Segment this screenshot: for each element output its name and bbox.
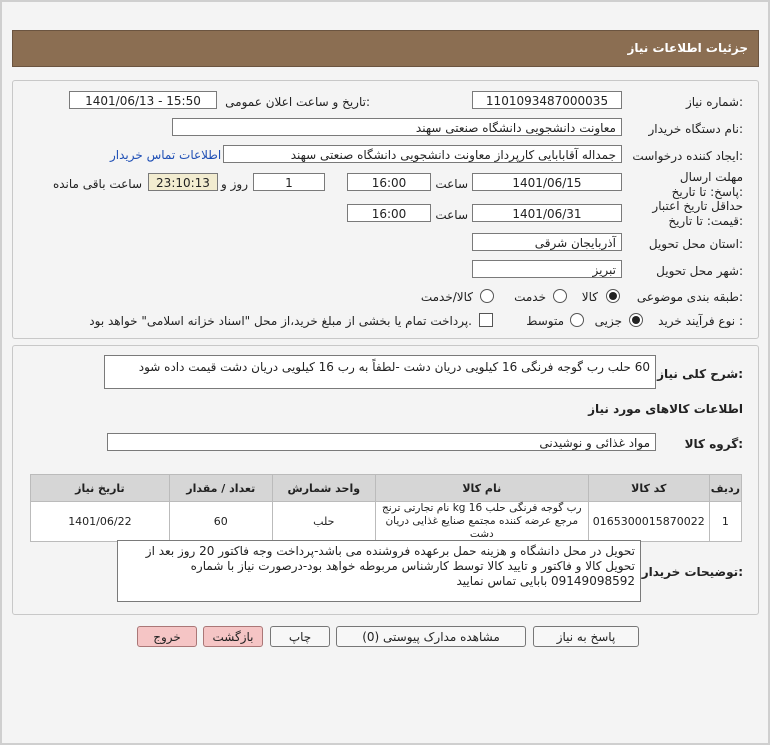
need-number-field: 1101093487000035 bbox=[472, 91, 622, 109]
buyer-org-label: نام دستگاه خریدار: bbox=[648, 122, 743, 136]
category-label: طبقه بندی موضوعی: bbox=[636, 290, 743, 304]
goods-section-title: اطلاعات کالاهای مورد نیاز bbox=[588, 402, 743, 416]
category-option-service: خدمت bbox=[514, 290, 546, 304]
print-button[interactable]: چاپ bbox=[270, 626, 330, 647]
days-label: روز و bbox=[221, 177, 248, 191]
cell-code: 0165300015870022 bbox=[588, 502, 709, 542]
col-name: نام کالا bbox=[375, 475, 588, 502]
validity-label: حداقل تاریخ اعتبار قیمت: تا تاریخ: bbox=[652, 199, 743, 228]
process-option-minor: جزیی bbox=[594, 314, 622, 328]
col-qty: تعداد / مقدار bbox=[169, 475, 272, 502]
treasury-payment-checkbox[interactable] bbox=[479, 313, 493, 327]
col-code: کد کالا bbox=[588, 475, 709, 502]
remaining-time-field: 23:10:13 bbox=[148, 173, 218, 191]
cell-unit: حلب bbox=[272, 502, 375, 542]
col-unit: واحد شمارش bbox=[272, 475, 375, 502]
validity-time-field: 16:00 bbox=[347, 204, 431, 222]
process-label: نوع فرآیند خرید : bbox=[658, 314, 743, 328]
reply-time-field: 16:00 bbox=[347, 173, 431, 191]
validity-time-label: ساعت bbox=[435, 208, 468, 222]
process-option-medium: متوسط bbox=[526, 314, 564, 328]
days-field: 1 bbox=[253, 173, 325, 191]
buyer-notes-field: تحویل در محل دانشگاه و هزینه حمل برعهده فروشنده می باشد-پرداخت وجه فاکتور 20 روز بعد از تحویل کالا و فاکتور و تایید کالا توسط کارشناس مربوطه خواهد بود-درصورت نیاز با شماره 09149098592 بابایی تماس نمایید bbox=[117, 540, 641, 602]
category-radio-goods[interactable] bbox=[606, 289, 620, 303]
reply-date-field: 1401/06/15 bbox=[472, 173, 622, 191]
cell-qty: 60 bbox=[169, 502, 272, 542]
category-option-goods-service: کالا/خدمت bbox=[420, 290, 473, 304]
process-radio-minor[interactable] bbox=[629, 313, 643, 327]
province-label: استان محل تحویل: bbox=[648, 237, 743, 251]
reply-time-label: ساعت bbox=[435, 177, 468, 191]
page-header bbox=[12, 30, 759, 67]
cell-name: رب گوجه فرنگی حلب 16 kg نام تجارتی ترنج مرجع عرضه کننده مجتمع صنایع غذایی دریان دشت bbox=[375, 502, 588, 542]
process-radio-medium[interactable] bbox=[570, 313, 584, 327]
requester-label: ایجاد کننده درخواست: bbox=[632, 149, 743, 163]
city-field: تبریز bbox=[472, 260, 622, 278]
col-date: تاریخ نیاز bbox=[31, 475, 170, 502]
buyer-org-field: معاونت دانشجویی دانشگاه صنعتی سهند bbox=[172, 118, 622, 136]
treasury-payment-note: پرداخت تمام یا بخشی از مبلغ خرید،از محل "اسناد خزانه اسلامی" خواهد بود. bbox=[89, 314, 472, 328]
category-option-goods: کالا bbox=[581, 290, 598, 304]
cell-row: 1 bbox=[709, 502, 741, 542]
need-number-label: شماره نیاز: bbox=[685, 95, 743, 109]
category-radio-service[interactable] bbox=[553, 289, 567, 303]
table-row bbox=[31, 502, 742, 542]
city-label: شهر محل تحویل: bbox=[656, 264, 743, 278]
goods-table-header bbox=[31, 475, 742, 502]
summary-label: شرح کلی نیاز: bbox=[657, 367, 743, 381]
validity-date-field: 1401/06/31 bbox=[472, 204, 622, 222]
requester-field: جمداله آقابابایی کارپرداز معاونت دانشجویی دانشگاه صنعتی سهند bbox=[223, 145, 622, 163]
reply-deadline-label: مهلت ارسال پاسخ: تا تاریخ: bbox=[671, 170, 743, 199]
contact-info-link[interactable]: اطلاعات تماس خریدار bbox=[110, 148, 222, 162]
col-row: ردیف bbox=[709, 475, 741, 502]
reply-button[interactable]: پاسخ به نیاز bbox=[533, 626, 639, 647]
goods-group-field: مواد غذائی و نوشیدنی bbox=[107, 433, 656, 451]
summary-field: 60 حلب رب گوجه فرنگی 16 کیلویی دریان دشت -لطفاً به رب 16 کیلویی دریان دشت قیمت داده شود bbox=[104, 355, 656, 389]
attachments-button[interactable]: مشاهده مدارک پیوستی (0) bbox=[336, 626, 526, 647]
cell-date: 1401/06/22 bbox=[31, 502, 170, 542]
back-button[interactable]: بازگشت bbox=[203, 626, 263, 647]
announce-label: تاریخ و ساعت اعلان عمومی: bbox=[225, 95, 370, 109]
announce-field: 1401/06/13 - 15:50 bbox=[69, 91, 217, 109]
remaining-label: ساعت باقی مانده bbox=[52, 177, 142, 191]
goods-table bbox=[30, 474, 742, 542]
category-radio-goods-service[interactable] bbox=[480, 289, 494, 303]
exit-button[interactable]: خروج bbox=[137, 626, 197, 647]
province-field: آذربایجان شرقی bbox=[472, 233, 622, 251]
buyer-notes-label: توضیحات خریدار: bbox=[641, 565, 743, 579]
page-title: جزئیات اطلاعات نیاز bbox=[627, 41, 748, 55]
goods-group-label: گروه کالا: bbox=[684, 437, 743, 451]
